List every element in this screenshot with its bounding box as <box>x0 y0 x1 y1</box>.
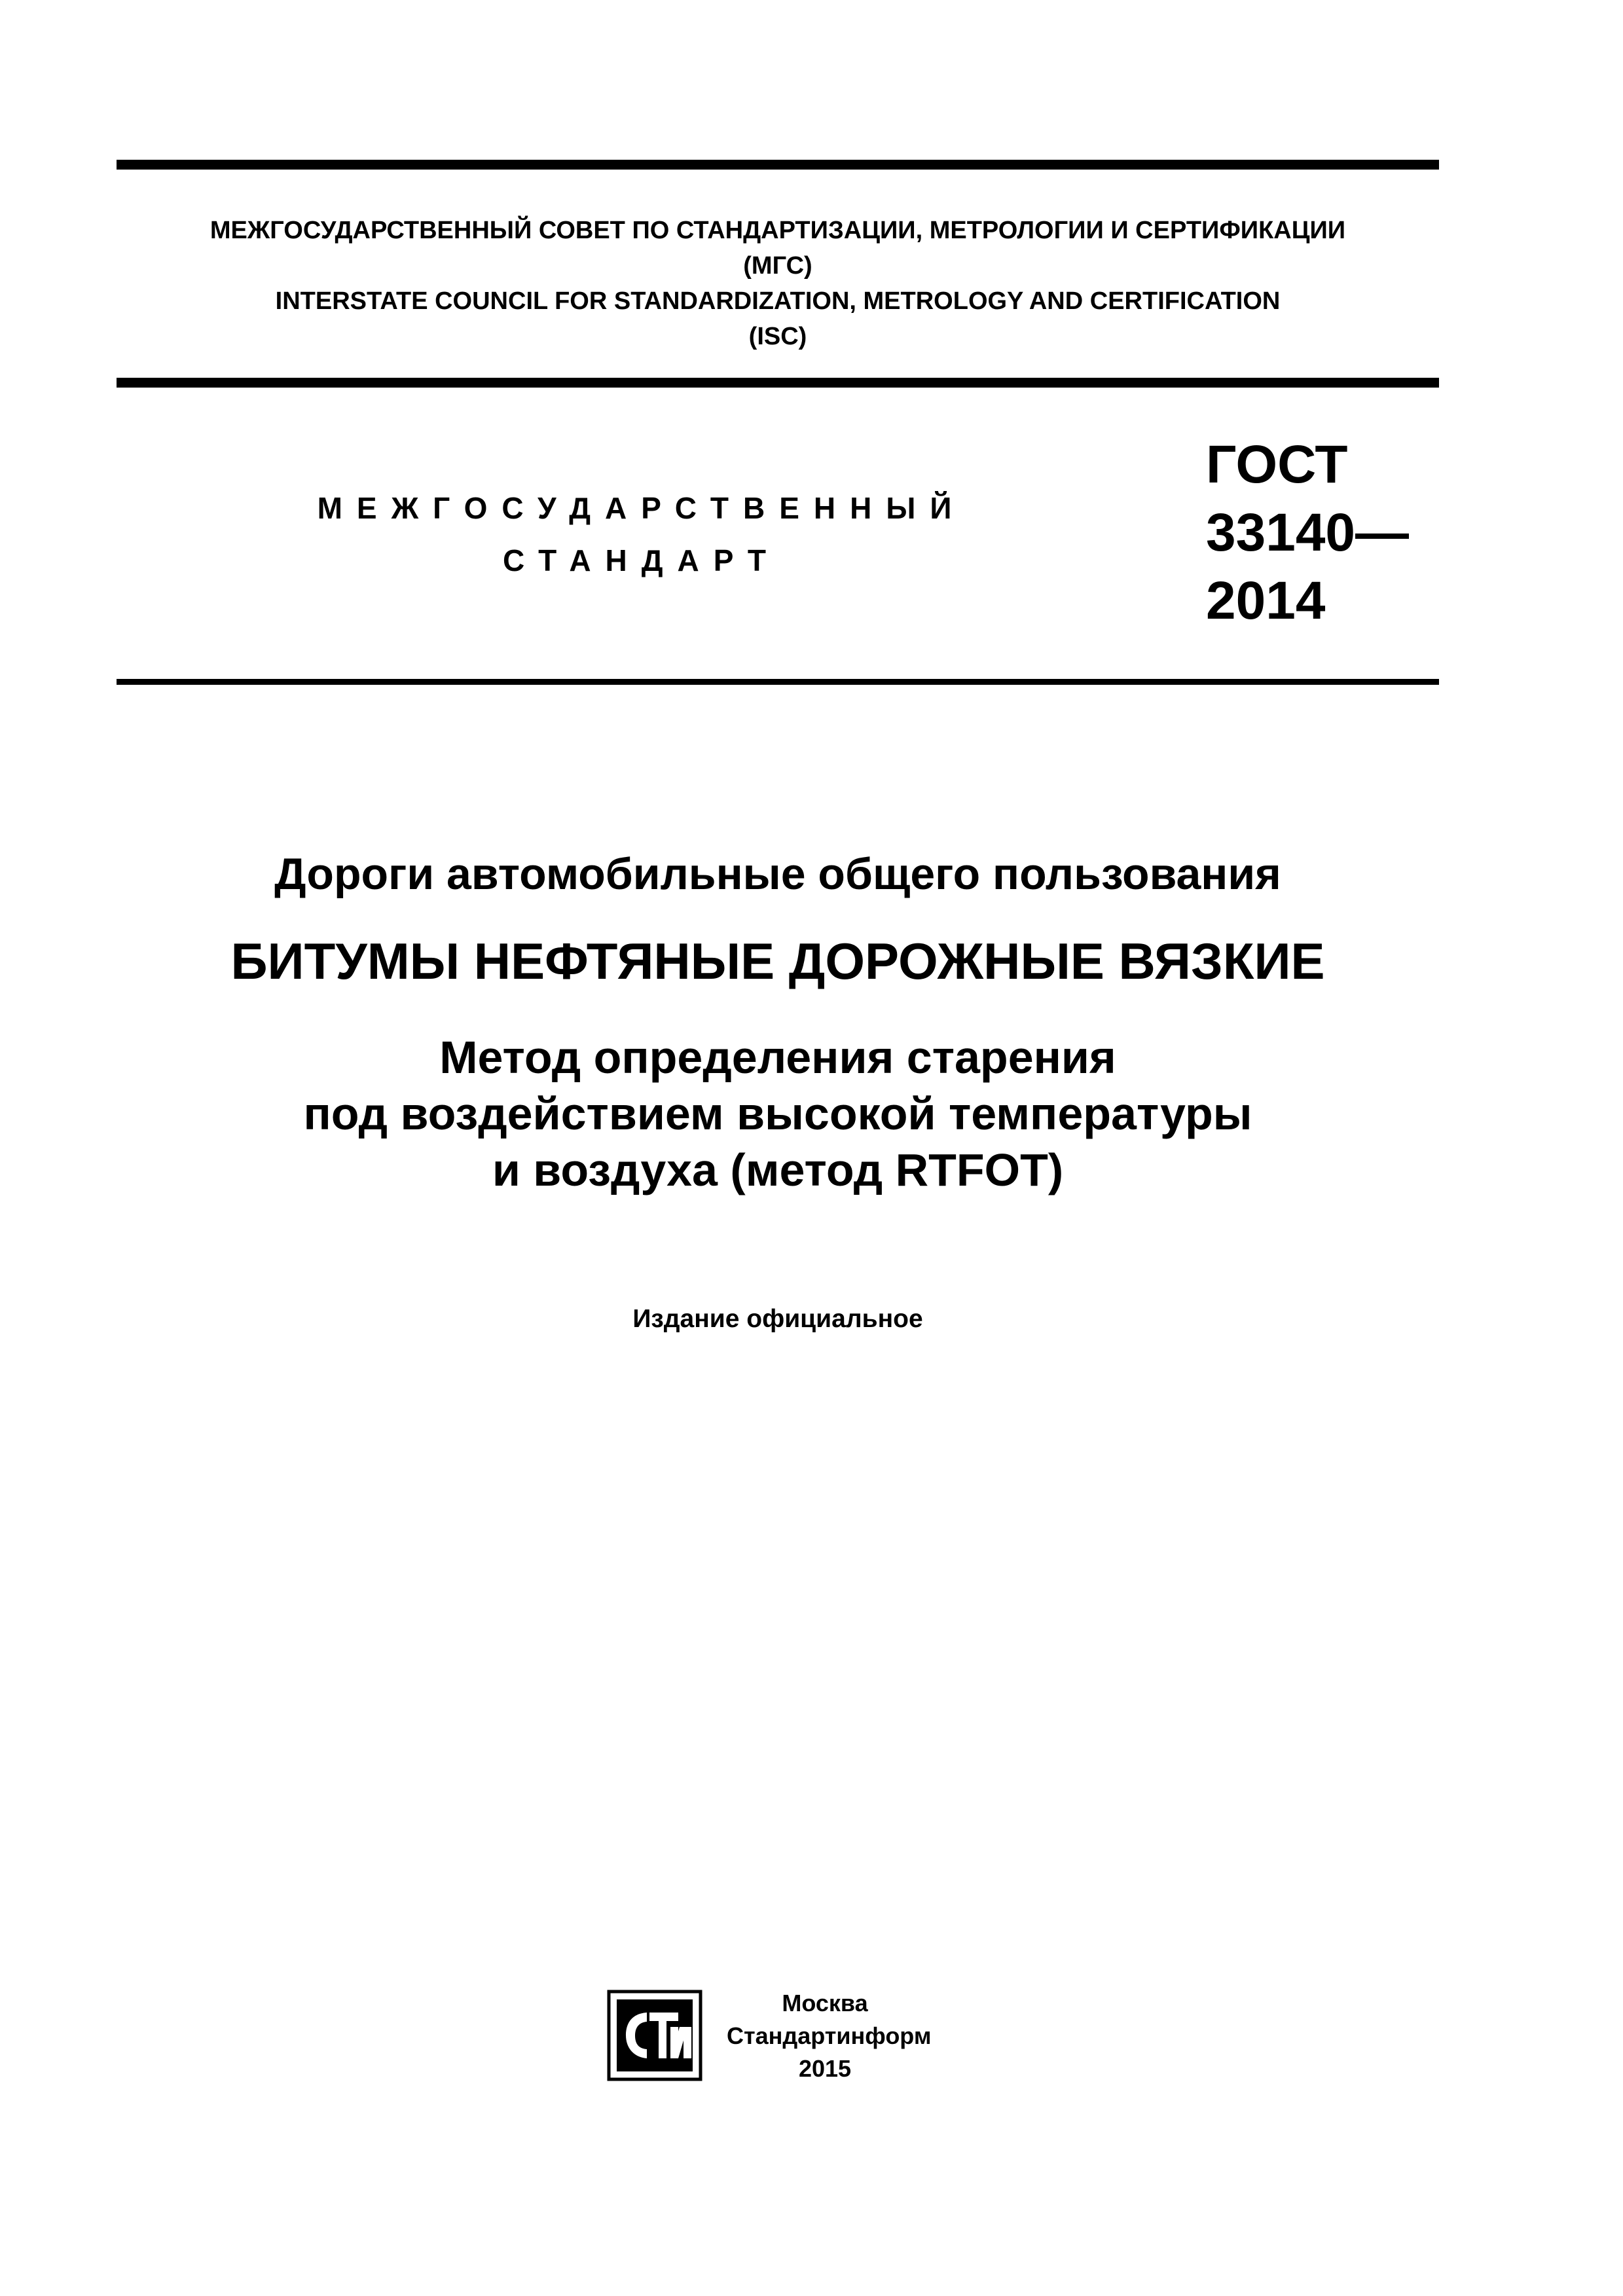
council-abbr-en: (ISC) <box>748 323 807 350</box>
top-divider <box>117 160 1439 170</box>
publisher-info <box>727 1987 932 2085</box>
publisher-city: Москва <box>782 1990 868 2016</box>
publisher-name: Стандартинформ <box>727 2022 932 2049</box>
method-title-line1: Метод определения старения <box>439 1032 1116 1083</box>
method-title-line2: под воздействием высокой температуры <box>303 1088 1252 1139</box>
header-divider <box>117 378 1439 388</box>
method-title-line3: и воздуха (метод RTFOT) <box>492 1144 1064 1195</box>
subject-title: Дороги автомобильные общего пользования <box>274 849 1281 899</box>
standard-label-line2: СТАНДАРТ <box>503 543 780 577</box>
council-name-ru: МЕЖГОСУДАРСТВЕННЫЙ СОВЕТ ПО СТАНДАРТИЗАЦИИ, МЕТРОЛОГИИ И СЕРТИФИКАЦИИ <box>210 217 1346 244</box>
gost-designation <box>1206 431 1409 635</box>
council-abbr-ru: (МГС) <box>743 252 812 280</box>
council-header <box>117 213 1439 354</box>
publisher-year: 2015 <box>798 2055 852 2082</box>
standartinform-logo-icon <box>606 1989 703 2082</box>
gost-number: 33140— <box>1206 503 1410 562</box>
title-divider <box>117 679 1439 685</box>
council-name-en: INTERSTATE COUNCIL FOR STANDARDIZATION, METROLOGY AND CERTIFICATION <box>275 287 1281 315</box>
edition-label: Издание официальное <box>632 1305 923 1333</box>
interstate-standard-label <box>216 482 1067 587</box>
method-title <box>117 1029 1439 1198</box>
main-title: БИТУМЫ НЕФТЯНЫЕ ДОРОЖНЫЕ ВЯЗКИЕ <box>230 932 1325 990</box>
gost-year: 2014 <box>1206 571 1326 630</box>
standard-label-line1: МЕЖГОСУДАРСТВЕННЫЙ <box>317 491 966 525</box>
gost-prefix: ГОСТ <box>1206 435 1348 494</box>
